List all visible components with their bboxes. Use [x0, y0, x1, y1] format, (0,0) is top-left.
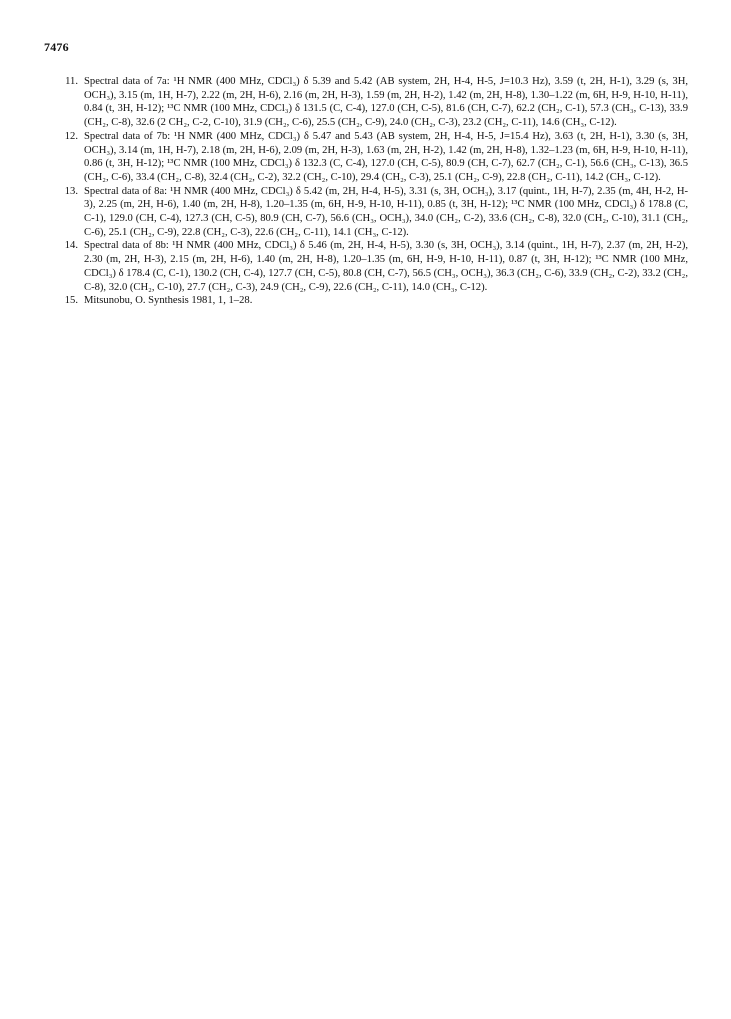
note-13 [52, 185, 688, 240]
note-text: Spectral data of 7a: ¹H NMR (400 MHz, CDCl₃) δ 5.39 and 5.42 (AB system, 2H, H-4, H-5, J=10.3 Hz), 3.59 (t, 2H, H-1), 3.29 (s, 3H, OCH₃), 3.15 (m, 1H, H-7), 2.22 (m, 2H, H-6), 2.16 (m, 2H, H-3), 1.59 (m, 2H, H-2), 1.42 (m, 2H, H-8), 1.30–1.22 (m, 6H, H-9, H-10, H-11), 0.84 (t, 3H, H-12); ¹³C NMR (100 MHz, CDCl₃) δ 131.5 (C, C-4), 127.0 (CH, C-5), 81.6 (CH, C-7), 62.2 (CH₂, C-1), 57.3 (CH₃, C-13), 33.9 (CH₂, C-8), 32.6 (2 CH₂, C-2, C-10), 31.9 (CH₂, C-6), 25.5 (CH₂, C-9), 24.0 (CH₂, C-3), 23.2 (CH₂, C-11), 14.6 (CH₃, C-12). [84, 76, 688, 129]
note-number: 12. [64, 130, 78, 142]
note-text: Mitsunobu, O. Synthesis 1981, 1, 1–28. [84, 295, 253, 307]
note-11 [52, 75, 688, 130]
note-number: 13. [64, 185, 78, 197]
note-14 [52, 239, 688, 294]
note-12 [52, 130, 688, 185]
note-15 [52, 294, 688, 308]
note-text: Spectral data of 7b: ¹H NMR (400 MHz, CDCl₃) δ 5.47 and 5.43 (AB system, 2H, H-4, H-5, J=15.4 Hz), 3.63 (t, 2H, H-1), 3.30 (s, 3H, OCH₃), 3.14 (m, 1H, H-7), 2.18 (m, 2H, H-6), 2.09 (m, 2H, H-3), 1.63 (m, 2H, H-2), 1.42 (m, 2H, H-8), 1.32–1.23 (m, 6H, H-9, H-10, H-11), 0.86 (t, 3H, H-12); ¹³C NMR (100 MHz, CDCl₃) δ 132.3 (C, C-4), 127.0 (CH, C-5), 80.9 (CH, C-7), 62.7 (CH₂, C-1), 56.6 (CH₃, C-13), 36.5 (CH₂, C-6), 33.4 (CH₂, C-8), 32.4 (CH₂, C-2), 32.2 (CH₂, C-10), 29.4 (CH₂, C-3), 25.1 (CH₂, C-9), 22.8 (CH₂, C-11), 14.2 (CH₃, C-12). [84, 130, 688, 183]
notes-list [52, 75, 688, 308]
note-number: 15. [64, 295, 78, 307]
note-number: 11. [65, 76, 78, 87]
note-number: 14. [64, 240, 78, 252]
page-number: 7476 [44, 40, 69, 54]
note-text: Spectral data of 8b: ¹H NMR (400 MHz, CDCl₃) δ 5.46 (m, 2H, H-4, H-5), 3.30 (s, 3H, OCH₃), 3.14 (quint., 1H, H-7), 2.37 (m, 2H, H-2), 2.30 (m, 2H, H-3), 2.15 (m, 2H, H-6), 1.40 (m, 2H, H-8), 1.20–1.35 (m, 6H, H-9, H-10, H-11), 0.87 (t, 3H, H-12); ¹³C NMR (100 MHz, CDCl₃) δ 178.4 (C, C-1), 130.2 (CH, C-4), 127.7 (CH, C-5), 80.8 (CH, C-7), 56.5 (CH₃, OCH₃), 36.3 (CH₂, C-6), 33.9 (CH₂, C-2), 33.2 (CH₂, C-8), 32.0 (CH₂, C-10), 27.7 (CH₂, C-3), 24.9 (CH₂, C-9), 22.6 (CH₂, C-11), 14.0 (CH₃, C-12). [84, 240, 688, 293]
note-text: Spectral data of 8a: ¹H NMR (400 MHz, CDCl₃) δ 5.42 (m, 2H, H-4, H-5), 3.31 (s, 3H, OCH₃), 3.17 (quint., 1H, H-7), 2.35 (m, 4H, H-2, H-3), 2.25 (m, 2H, H-6), 1.40 (m, 2H, H-8), 1.20–1.35 (m, 6H, H-9, H-10, H-11), 0.85 (t, 3H, H-12); ¹³C NMR (100 MHz, CDCl₃) δ 178.8 (C, C-1), 129.0 (CH, C-4), 127.3 (CH, C-5), 80.9 (CH, C-7), 56.6 (CH₃, OCH₃), 34.0 (CH₂, C-2), 33.6 (CH₂, C-8), 32.0 (CH₂, C-10), 31.1 (CH₂, C-6), 25.1 (CH₂, C-9), 22.8 (CH₂, C-3), 22.6 (CH₂, C-11), 14.1 (CH₃, C-12). [84, 185, 688, 238]
